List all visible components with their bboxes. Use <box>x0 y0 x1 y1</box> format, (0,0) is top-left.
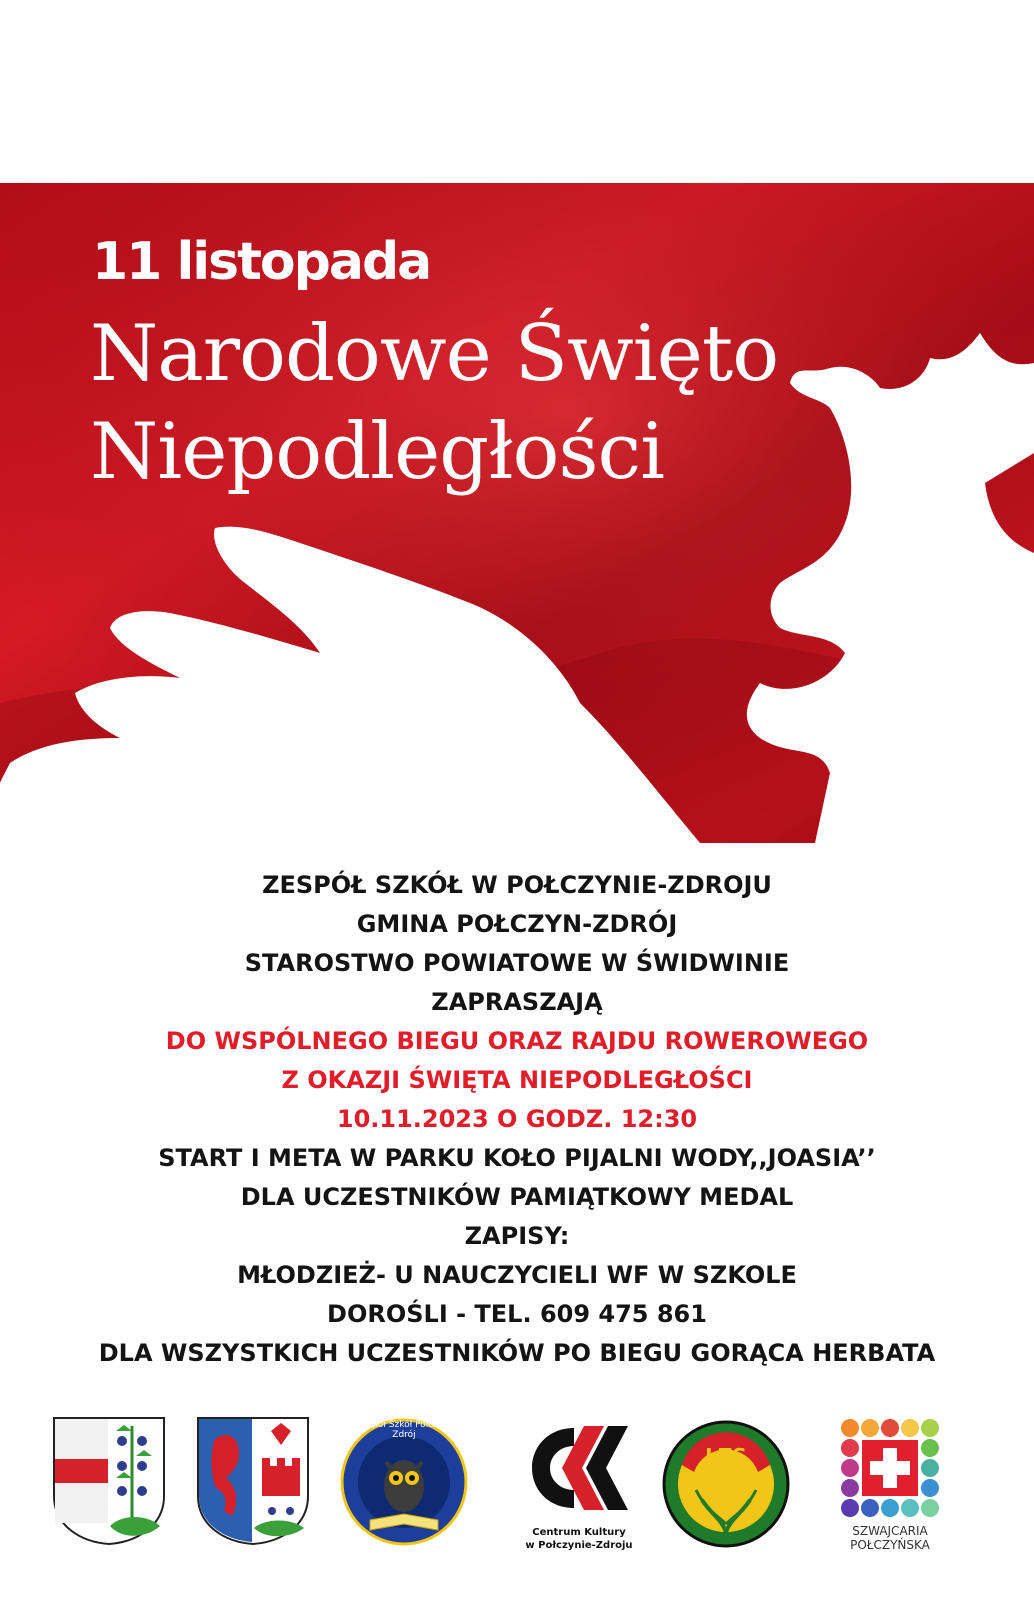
page-title <box>90 305 778 501</box>
event-line: DO WSPÓLNEGO BIEGU ORAZ RAJDU ROWEROWEGO <box>165 1027 869 1055</box>
medal-line: DLA UCZESTNIKÓW PAMIĄTKOWY MEDAL <box>240 1183 794 1211</box>
title-line-1: Narodowe Święto <box>90 309 779 399</box>
culture-caption-line-2: w Połczynie-Zdroju <box>525 1540 633 1551</box>
location-line: START I META W PARKU KOŁO PIJALNI WODY,,JOASIA’’ <box>158 1144 876 1172</box>
registration-adults: DOROŚLI - TEL. 609 475 861 <box>327 1300 707 1328</box>
coat-of-arms-powiat-icon <box>196 1416 310 1546</box>
tourism-caption-line-1: SZWAJCARIA <box>852 1524 928 1538</box>
culture-centre-logo-icon <box>524 1418 634 1518</box>
lzs-logo-icon <box>662 1420 790 1548</box>
lzs-text: LZS <box>705 1444 747 1468</box>
organizer-gmina: GMINA POŁCZYN-ZDRÓJ <box>356 910 678 938</box>
tourism-brand-logo-icon <box>838 1416 942 1520</box>
tea-line: DLA WSZYSTKICH UCZESTNIKÓW PO BIEGU GORĄCA HERBATA <box>98 1339 936 1367</box>
coat-of-arms-gmina-icon <box>52 1416 166 1546</box>
organizer-school: ZESPÓŁ SZKÓŁ W POŁCZYNIE-ZDROJU <box>262 871 772 899</box>
title-line-2: Niepodległości <box>90 407 665 497</box>
tourism-brand-caption <box>816 1524 964 1552</box>
date-time-line: 10.11.2023 O GODZ. 12:30 <box>336 1105 698 1133</box>
occasion-line: Z OKAZJI ŚWIĘTA NIEPODLEGŁOŚCI <box>281 1066 753 1094</box>
culture-caption-line-1: Centrum Kultury <box>532 1527 626 1538</box>
date-heading: 11 listopada <box>92 232 431 292</box>
registration-youth: MŁODZIEŻ- U NAUCZYCIELI WF W SZKOLE <box>237 1261 797 1289</box>
announcement-text <box>0 866 1034 1373</box>
invite-line: ZAPRASZAJĄ <box>431 988 603 1016</box>
culture-centre-caption <box>509 1526 649 1552</box>
organizer-starostwo: STAROSTWO POWIATOWE W ŚWIDWINIE <box>244 949 790 977</box>
tourism-caption-line-2: POŁCZYŃSKA <box>850 1538 930 1552</box>
sponsor-logos <box>0 1420 1034 1600</box>
school-ring-text: Zespół Szkół Połczyn-Zdrój <box>355 1420 453 1440</box>
registration-heading: ZAPISY: <box>464 1222 570 1250</box>
